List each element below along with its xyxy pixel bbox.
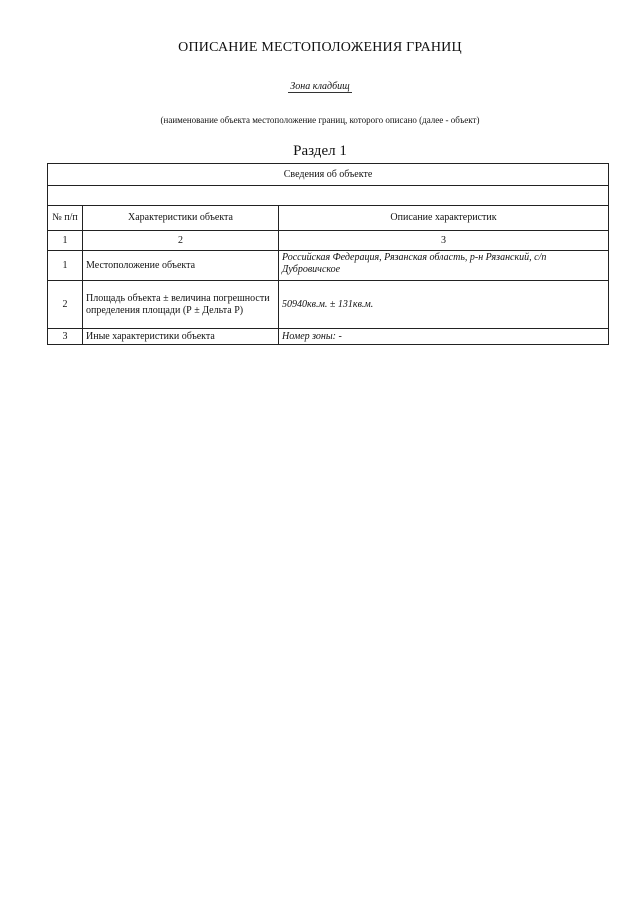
table-row bbox=[48, 251, 609, 281]
object-info-table bbox=[47, 163, 609, 345]
row-description: Российская Федерация, Рязанская область, р-н Рязанский, с/п Дубровичское bbox=[279, 251, 609, 281]
row-number: 2 bbox=[48, 281, 83, 329]
row-number: 1 bbox=[48, 251, 83, 281]
section-title: Раздел 1 bbox=[293, 143, 347, 159]
row-number: 3 bbox=[48, 329, 83, 345]
table-row bbox=[48, 281, 609, 329]
row-description: Номер зоны: - bbox=[279, 329, 609, 345]
column-header-description: Описание характеристик bbox=[279, 206, 609, 231]
column-header-characteristic: Характеристики объекта bbox=[83, 206, 279, 231]
table-header: Сведения об объекте bbox=[48, 164, 609, 186]
table-row bbox=[48, 329, 609, 345]
column-number-2: 2 bbox=[83, 231, 279, 251]
column-header-number: № п/п bbox=[48, 206, 83, 231]
document-title: ОПИСАНИЕ МЕСТОПОЛОЖЕНИЯ ГРАНИЦ bbox=[178, 40, 462, 55]
row-characteristic: Местоположение объекта bbox=[83, 251, 279, 281]
column-number-3: 3 bbox=[279, 231, 609, 251]
table-empty-row bbox=[48, 186, 609, 206]
object-name-caption: (наименование объекта местоположение границ, которого описано (далее - объект) bbox=[160, 115, 480, 125]
row-characteristic: Площадь объекта ± величина погрешности определения площади (Р ± Дельта Р) bbox=[83, 281, 279, 329]
row-description: 50940кв.м. ± 131кв.м. bbox=[279, 281, 609, 329]
object-name bbox=[0, 81, 640, 92]
row-characteristic: Иные характеристики объекта bbox=[83, 329, 279, 345]
column-number-1: 1 bbox=[48, 231, 83, 251]
object-name-text: Зона кладбищ bbox=[290, 81, 350, 92]
